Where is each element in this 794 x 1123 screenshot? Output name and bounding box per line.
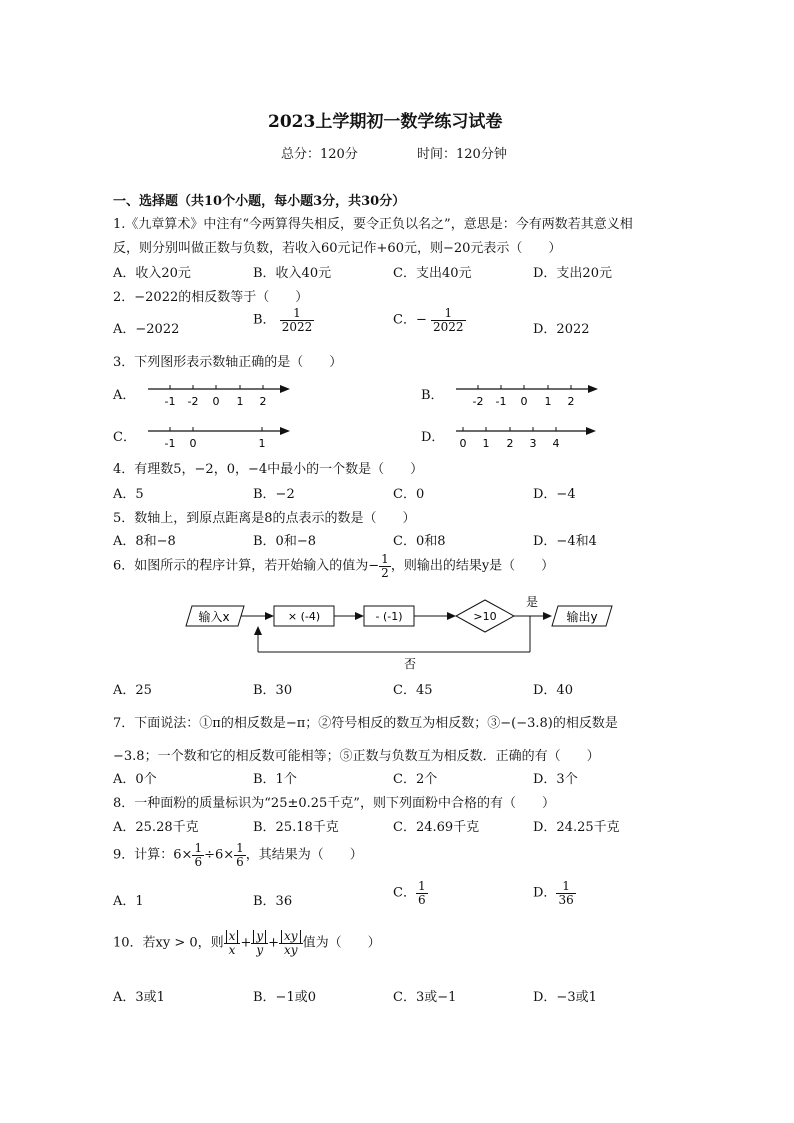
fraction-denominator: 2022 — [281, 319, 313, 334]
q1-option-c: C．支出40元 — [393, 266, 472, 281]
number-line-b — [448, 378, 608, 412]
q7-stem-line1: 7．下面说法：①π的相反数是−π；②符号相反的数互为相反数；③−(−3.8)的相反数是 — [113, 716, 618, 731]
q5-option-d: D．−4和4 — [533, 534, 597, 549]
fraction-denominator: 2 — [381, 565, 389, 580]
q7-option-b: B．1个 — [253, 772, 297, 787]
flow-yes-label: 是 — [525, 595, 539, 609]
tick-label: 1 — [258, 437, 266, 450]
q5-option-b: B．0和−8 — [253, 534, 316, 549]
fraction-denominator: y — [256, 942, 264, 957]
tick-label: 0 — [189, 437, 197, 450]
flow-output-label: 输出y — [566, 610, 598, 624]
q8-option-d: D．24.25千克 — [533, 820, 620, 835]
total-score: 总分：120分 — [281, 147, 358, 162]
section-heading: 一、选择题（共10个小题，每小题3分，共30分） — [113, 194, 406, 209]
tick-label: -2 — [187, 395, 199, 408]
flow-condition: >10 — [473, 610, 497, 623]
q9-option-b: B．36 — [253, 894, 293, 909]
q4-option-b: B．−2 — [253, 487, 295, 502]
q6-stem-pre: 6．如图所示的程序计算，若开始输入的值为− — [113, 558, 380, 574]
q3-stem: 3．下列图形表示数轴正确的是（ ） — [113, 355, 343, 370]
flow-step-subtract: - (-1) — [375, 610, 403, 623]
number-line-c — [140, 420, 300, 454]
q7-option-d: D．3个 — [533, 772, 578, 787]
q6-stem-post: ，则输出的结果y是（ ） — [390, 558, 555, 574]
fraction-denominator: 6 — [236, 854, 244, 869]
flow-step-multiply: × (-4) — [287, 610, 321, 623]
q1-stem-line2: 反，则分别叫做正数与负数，若收入60元记作+60元，则−20元表示（ ） — [113, 241, 562, 256]
tick-label: -1 — [164, 437, 176, 450]
tick-label: 0 — [212, 395, 220, 408]
q4-stem: 4．有理数5，−2，0，−4中最小的一个数是（ ） — [113, 462, 424, 477]
fraction-denominator: 6 — [417, 892, 426, 907]
fraction-numerator: 1 — [556, 880, 575, 894]
q8-stem: 8．一种面粉的质量标识为“25±0.25千克”，则下列面粉中合格的有（ ） — [113, 796, 555, 811]
tick-label: -1 — [495, 395, 507, 408]
q2-option-c-prefix: C．− — [393, 312, 427, 328]
fraction-numerator: 1 — [194, 841, 203, 855]
q2-option-c — [393, 307, 466, 333]
q10-term-2 — [251, 930, 268, 956]
q9-option-c-prefix: C． — [393, 885, 416, 901]
q6-flowchart — [180, 592, 620, 672]
q9-stem-pre: 9．计算：6× — [113, 847, 193, 863]
fraction-numerator: 1 — [417, 879, 426, 893]
q6-option-c: C．45 — [393, 683, 433, 698]
q3-label-b: B． — [421, 388, 444, 403]
q9-option-d — [533, 880, 576, 906]
q10-term-1 — [224, 930, 241, 956]
tick-label: 2 — [259, 395, 267, 408]
q4-option-c: C．0 — [393, 487, 425, 502]
q1-stem-line1: 1.《九章算术》中注有“今两算得失相反，要令正负以名之”，意思是：今有两数若其意义相 — [113, 217, 633, 232]
q9-option-c — [393, 880, 428, 906]
q9-option-d-prefix: D． — [533, 885, 557, 901]
q3-label-c: C． — [113, 430, 136, 445]
flow-input-label: 输入x — [198, 610, 230, 624]
q9-option-d-fraction — [556, 880, 575, 906]
fraction-denominator: x — [228, 942, 236, 957]
q1-option-b: B．收入40元 — [253, 266, 332, 281]
plus-sign: + — [268, 935, 280, 951]
q2-option-d: D．2022 — [533, 322, 590, 337]
tick-label: 1 — [544, 395, 552, 408]
fraction-numerator — [224, 930, 241, 944]
fraction-denominator: xy — [284, 942, 298, 957]
q1-option-d: D．支出20元 — [533, 266, 612, 281]
q4-option-d: D．−4 — [533, 487, 576, 502]
q5-option-c: C．0和8 — [393, 534, 446, 549]
q10-stem-pre: 10．若xy > 0，则 — [113, 935, 224, 951]
plus-sign: + — [240, 935, 252, 951]
fraction-denominator: 36 — [558, 892, 574, 907]
q7-stem-line2: −3.8；一个数和它的相反数可能相等；⑤正数与负数互为相反数．正确的有（ ） — [113, 749, 600, 764]
q4-option-a: A．5 — [113, 487, 144, 502]
q9-fraction-1 — [192, 842, 204, 868]
q10-term-3 — [279, 930, 303, 956]
q6-option-b: B．30 — [253, 683, 293, 698]
fraction-numerator: 1 — [381, 552, 389, 566]
q10-stem — [113, 930, 381, 956]
q9-option-a: A．1 — [113, 894, 144, 909]
fraction-numerator: 1 — [280, 307, 315, 321]
q10-stem-post: 值为（ ） — [302, 935, 381, 951]
tick-label: 3 — [529, 437, 537, 450]
q9-stem-mid: ÷6× — [204, 847, 235, 863]
absolute-value: y — [253, 930, 266, 943]
q6-option-d: D．40 — [533, 683, 573, 698]
fraction-numerator: 1 — [431, 307, 466, 321]
q6-fraction — [379, 553, 391, 579]
fraction-denominator: 6 — [194, 854, 203, 869]
q6-option-a: A．25 — [113, 683, 152, 698]
tick-label: 1 — [482, 437, 490, 450]
q8-option-b: B．25.18千克 — [253, 820, 339, 835]
q10-option-d: D．−3或1 — [533, 990, 597, 1005]
q5-option-a: A．8和−8 — [113, 534, 176, 549]
q7-option-c: C．2个 — [393, 772, 438, 787]
q10-option-c: C．3或−1 — [393, 990, 457, 1005]
q2-option-b-fraction — [280, 307, 315, 333]
absolute-value: xy — [281, 930, 301, 943]
fraction-denominator: 2022 — [432, 319, 464, 334]
q9-option-c-fraction — [416, 880, 428, 906]
q8-option-a: A．25.28千克 — [113, 820, 199, 835]
exam-time: 时间：120分钟 — [417, 147, 507, 162]
q5-stem: 5．数轴上，到原点距离是8的点表示的数是（ ） — [113, 511, 416, 526]
q7-option-a: A．0个 — [113, 772, 157, 787]
q6-stem — [113, 553, 554, 579]
fraction-numerator: 1 — [236, 841, 244, 855]
q10-option-a: A．3或1 — [113, 990, 165, 1005]
number-line-a — [140, 378, 300, 412]
absolute-value: x — [226, 930, 239, 943]
q9-fraction-2 — [234, 842, 246, 868]
q3-label-a: A． — [113, 388, 136, 403]
tick-label: -2 — [472, 395, 484, 408]
tick-label: 0 — [520, 395, 528, 408]
tick-label: 4 — [552, 437, 560, 450]
fraction-numerator — [251, 930, 268, 944]
q1-option-a: A．收入20元 — [113, 266, 191, 281]
q2-option-a: A．−2022 — [113, 322, 180, 337]
tick-label: -1 — [164, 395, 176, 408]
number-line-d — [448, 420, 608, 454]
exam-title: 2023上学期初一数学练习试卷 — [268, 112, 503, 132]
q2-option-b — [253, 307, 314, 333]
tick-label: 1 — [236, 395, 244, 408]
q10-option-b: B．−1或0 — [253, 990, 316, 1005]
tick-label: 2 — [506, 437, 514, 450]
q9-stem — [113, 842, 363, 868]
tick-label: 0 — [459, 437, 467, 450]
flow-no-label: 否 — [403, 657, 417, 671]
fraction-numerator — [279, 930, 303, 944]
q3-label-d: D． — [421, 430, 445, 445]
q2-option-c-fraction — [431, 307, 466, 333]
q8-option-c: C．24.69千克 — [393, 820, 480, 835]
q2-option-b-prefix: B． — [253, 312, 276, 328]
tick-label: 2 — [567, 395, 575, 408]
q2-stem: 2．−2022的相反数等于（ ） — [113, 290, 309, 305]
q9-stem-post: ，其结果为（ ） — [245, 847, 363, 863]
